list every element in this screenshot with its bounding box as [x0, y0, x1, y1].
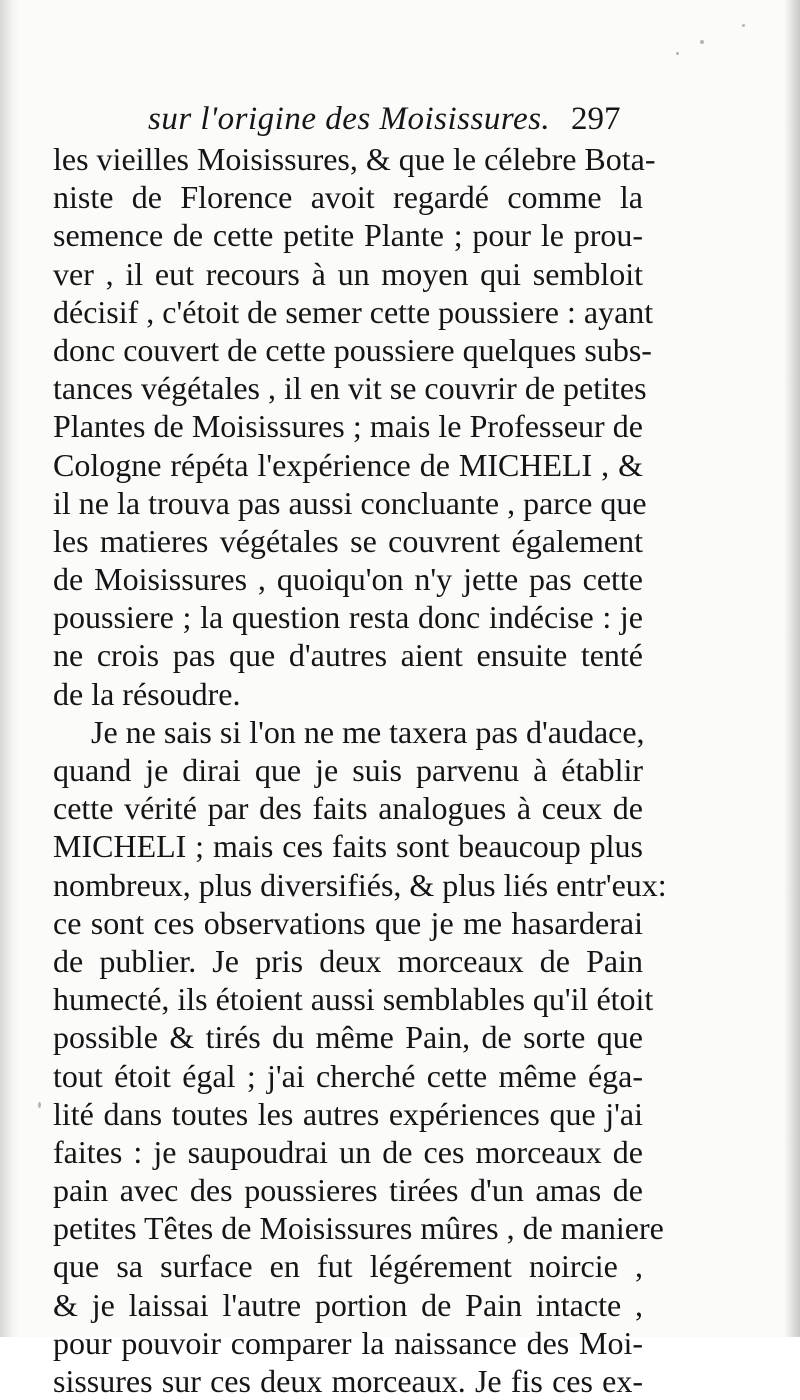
- text-line: humecté, ils étoient aussi semblables qu'il étoit: [53, 981, 654, 1018]
- text-line: les vieilles Moisissures, & que le célebre Bota-: [53, 141, 656, 177]
- text-line: faites : je saupoudrai un de ces morceaux de: [53, 1133, 643, 1170]
- text-line: tout étoit égal ; j'ai cherché cette même éga-: [53, 1057, 643, 1094]
- proper-name-micheli: MICHELI: [53, 828, 187, 865]
- text-line: les matieres végétales se couvrent également: [53, 522, 643, 559]
- text-line: décisif , c'étoit de semer cette poussiere : ayant: [53, 293, 654, 330]
- text-line: de publier. Je pris deux morceaux de Pain: [53, 942, 643, 979]
- page-gutter-shadow: [0, 0, 18, 1337]
- paper-speck: [38, 1102, 41, 1108]
- text-line: ne crois pas que d'autres aient ensuite tenté: [53, 637, 643, 674]
- paper-speck: [676, 52, 679, 55]
- paragraph-2: [53, 713, 667, 1400]
- text-line: semence de cette petite Plante ; pour le prou-: [53, 217, 643, 254]
- body-text: [53, 140, 667, 1400]
- text-line: pain avec des poussieres tirées d'un amas de: [53, 1172, 643, 1209]
- text-line: ver , il eut recours à un moyen qui sembloit: [53, 255, 643, 292]
- text-line: lité dans toutes les autres expériences que j'ai: [53, 1095, 643, 1132]
- proper-name-micheli: MICHELI: [458, 446, 593, 483]
- paragraph-1: [53, 140, 656, 713]
- page-number: 297: [571, 101, 621, 137]
- text-line: Je ne sais si l'on ne me taxera pas d'audace,: [91, 713, 645, 750]
- text-line: de la résoudre.: [53, 675, 241, 712]
- paper-speck: [742, 24, 745, 27]
- text-line: nombreux, plus diversifiés, & plus liés entr'eux:: [53, 866, 667, 903]
- text-line: ce sont ces observations que je me hasarderai: [53, 904, 643, 941]
- running-title: sur l'origine des Moisissures.: [148, 101, 551, 137]
- text-line: possible & tirés du même Pain, de sorte que: [53, 1019, 643, 1056]
- text-line: cette vérité par des faits analogues à ceux de: [53, 790, 643, 827]
- text-line: que sa surface en fut légérement noircie ,: [53, 1248, 643, 1285]
- text-line: poussiere ; la question resta donc indécise : je: [53, 599, 643, 636]
- page-edge-shadow: [784, 0, 800, 1337]
- text-line: niste de Florence avoit regardé comme la: [53, 179, 643, 216]
- text-line: Cologne répéta l'expérience de MICHELI , &: [53, 446, 644, 483]
- text-line: sissures sur ces deux morceaux. Je fis ces ex-: [53, 1363, 643, 1399]
- text-line: & je laissai l'autre portion de Pain intacte ,: [53, 1286, 643, 1323]
- text-line: Plantes de Moisissures ; mais le Professeur de: [53, 408, 643, 445]
- text-line: MICHELI ; mais ces faits sont beaucoup plus: [53, 828, 643, 865]
- text-line: pour pouvoir comparer la naissance des Moi-: [53, 1324, 643, 1361]
- paper-speck: [700, 40, 704, 44]
- text-line: quand je dirai que je suis parvenu à établir: [53, 752, 643, 788]
- text-line: de Moisissures , quoiqu'on n'y jette pas cette: [53, 561, 643, 598]
- text-line: donc couvert de cette poussiere quelques subs-: [53, 331, 652, 368]
- text-line: il ne la trouva pas aussi concluante , parce que: [53, 484, 647, 521]
- text-line: tances végétales , il en vit se couvrir de petites: [53, 370, 647, 407]
- text-line: petites Têtes de Moisissures mûres , de maniere: [53, 1210, 664, 1247]
- page-header: [0, 94, 800, 144]
